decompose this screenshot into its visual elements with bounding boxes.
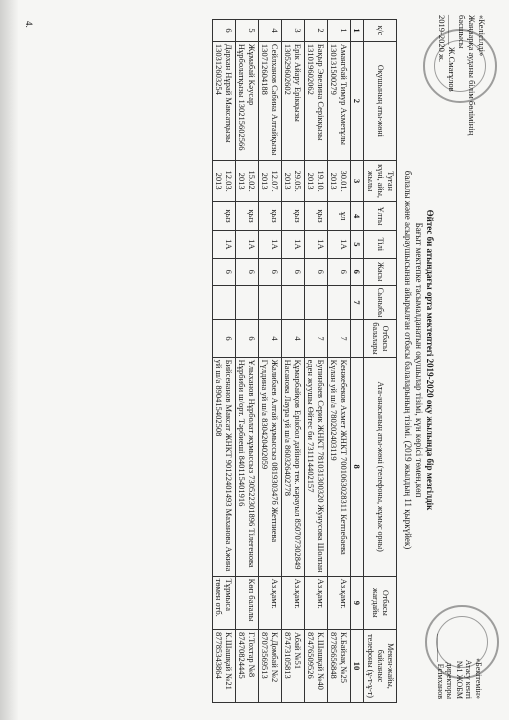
gender: қыз — [213, 202, 236, 231]
class — [259, 285, 282, 320]
parents-info: Кенжебеков Ахмет ЖНКТ 7001063028311 Кетпебаева Күлан уй ш/а 780202403119 — [328, 357, 351, 576]
family-status: Көп балалы — [236, 576, 259, 629]
family-status: Тұрмыса төмен отб. — [213, 576, 236, 629]
birth-date: 19.10. 2013 — [305, 160, 328, 201]
scan-edge — [0, 0, 18, 720]
parents-info: Жалибаев Алтай жұмыссыз 081930347б Жетпиева Гүлдина уй ш/а 830420402059 — [259, 357, 282, 576]
col-header: қ/с — [364, 20, 397, 42]
title-line: балалы және асыраушысынан айырылған отбасы балаларының тізімі. (2019 жылдың 11 қыркүйек) — [403, 170, 413, 550]
column-number: 4 — [351, 202, 364, 231]
header-right-line: _______ Есімханов — [436, 633, 445, 699]
document-title — [402, 125, 435, 595]
column-number: 10 — [351, 630, 364, 703]
student-name: Ерік Айару Ерікқызы 130529602602 — [282, 41, 305, 160]
row-number: 3 — [282, 20, 305, 42]
column-number-row — [351, 20, 364, 703]
table-row — [282, 20, 305, 703]
grade: 1А — [213, 230, 236, 258]
col-header: Тілі — [364, 230, 397, 258]
birth-date: 15.02. 2013 — [236, 160, 259, 201]
footer-mark: 4. — [24, 21, 34, 28]
header-left-line: _______ Ж.Смағұлов — [447, 15, 457, 92]
family-children: 7 — [305, 320, 328, 357]
family-children: 6 — [213, 320, 236, 357]
row-number: 1 — [328, 20, 351, 42]
birth-date: 12.07. 2013 — [259, 160, 282, 201]
column-number: 2 — [351, 41, 364, 160]
table-row — [236, 20, 259, 703]
col-header: Жасы — [364, 258, 397, 285]
grade: 1А — [236, 230, 259, 258]
col-header: Сыныбы — [364, 285, 397, 320]
family-status: Аз.қамт. — [282, 576, 305, 629]
approval-header-right — [436, 499, 484, 699]
column-number: 8 — [351, 357, 364, 576]
col-header: Туған күні, айы, жылы — [364, 160, 397, 201]
column-number: 9 — [351, 576, 364, 629]
row-number: 2 — [305, 20, 328, 42]
family-children: 7 — [328, 320, 351, 357]
rotated-document — [19, 15, 489, 705]
gender: қыз — [259, 202, 282, 231]
family-status: Аз.қамт. — [305, 576, 328, 629]
col-header: Отбасы жағдайы — [364, 576, 397, 629]
age: 6 — [259, 258, 282, 285]
student-name: Амангбай Тимур Ахметұлы 130131500279 — [328, 41, 351, 160]
table-row — [305, 20, 328, 703]
age: 6 — [305, 258, 328, 285]
gender: ұл — [328, 202, 351, 231]
student-name: Дархан Нұрай Максатқызы 130312603254 — [213, 41, 236, 160]
class — [282, 285, 305, 320]
age: 6 — [213, 258, 236, 285]
col-header: Мекен-жайы, байланыс телефоны (ұ-т-ұ-т) — [364, 630, 397, 703]
address: Абай №51 87473105813 — [282, 630, 305, 703]
birth-date: 30.01. 2013 — [328, 160, 351, 201]
parents-info: Ұлыханов Нұрболат жұмыссыз 730522301896 Тілеғенова Нұрбиби ш/орт. Тәрбиеші 840115401916 — [236, 357, 259, 576]
class — [305, 285, 328, 320]
parents-info: Бийсенанов Максат ЖНКТ 90122401493 Маханова Ажина уй ш/а 890415402508 — [213, 357, 236, 576]
header-right-line: директоры — [445, 662, 455, 699]
grade: 1А — [328, 230, 351, 258]
address: К.Шашқай №21 87785343864 — [213, 630, 236, 703]
row-number: 4 — [259, 20, 282, 42]
student-name: Жұмабай Кәусар Нұрболатқызы 130215602566 — [236, 41, 259, 160]
column-number: 3 — [351, 160, 364, 201]
birth-date: 29.05. 2013 — [282, 160, 305, 201]
header-left-line: 2019-2020 ж. — [437, 15, 447, 62]
family-children: 4 — [282, 320, 305, 357]
header-left-line: басшысы — [457, 15, 467, 49]
address: К.Шашқай №40 87476509526 — [305, 630, 328, 703]
address: К.Домбай №2 87073569513 — [259, 630, 282, 703]
parents-info: Құмарбайқов Ерікбол дайінор тек. кәрауыл 850707302849 Насанова Лаура уй ш/а 860326402778 — [282, 357, 305, 576]
column-number — [351, 320, 364, 357]
title-line: Өйтес би атындағы орта мектептегі 2019-2020 оқу жылында бір мезгілдік — [425, 209, 435, 511]
students-table — [212, 19, 397, 703]
table-row — [328, 20, 351, 703]
age: 6 — [282, 258, 305, 285]
header-right-line: «Бекітемін» — [474, 658, 483, 699]
header-right-line: №1 ЖОБМ — [455, 660, 464, 699]
grade: 1А — [259, 230, 282, 258]
col-header: Оқушының аты-жөні — [364, 41, 397, 160]
address: Г.Тохтар №8 87470824445 — [236, 630, 259, 703]
age: 6 — [328, 258, 351, 285]
header-left-line: «Келісілді» — [477, 15, 487, 57]
col-header: Отбасы балалары — [364, 320, 397, 357]
address: К.Байзақ №25 87785656848 — [328, 630, 351, 703]
birth-date: 12.03. 2013 — [213, 160, 236, 201]
gender: қыз — [236, 202, 259, 231]
col-header: Ұлты — [364, 202, 397, 231]
approval-header-left — [437, 15, 487, 255]
class — [328, 285, 351, 320]
row-number: 5 — [236, 20, 259, 42]
column-number: 6 — [351, 258, 364, 285]
table-row — [213, 20, 236, 703]
grade: 1А — [305, 230, 328, 258]
column-number: 1 — [351, 20, 364, 42]
class — [213, 285, 236, 320]
header-left-line: Жаңаарқа ауданы білім бөлімінің — [467, 15, 477, 136]
age: 6 — [236, 258, 259, 285]
row-number: 6 — [213, 20, 236, 42]
header-right-line: Атасу кенті — [464, 659, 474, 699]
family-children: 6 — [236, 320, 259, 357]
student-name: Бақыр Эвелина Серікқызы 131019602062 — [305, 41, 328, 160]
column-number: 5 — [351, 230, 364, 258]
family-children: 4 — [259, 320, 282, 357]
column-number: 7 — [351, 285, 364, 320]
family-status: Аз.қамт. — [259, 576, 282, 629]
gender: қыз — [305, 202, 328, 231]
parents-info: Бупинбаев Серик ЖНКТ 781031300320 Жунусова Шолпан еден жуушы Өйтес би 731114402157 — [305, 357, 328, 576]
student-name: Сейлханов Сабина Алтайқызы 130712604188 — [259, 41, 282, 160]
table-row — [259, 20, 282, 703]
table-header-row — [364, 20, 397, 703]
grade: 1А — [282, 230, 305, 258]
title-line: Бағыт мектепке тасымалданатын оқушылар тізімі, күн көрісі төмен,көп — [414, 222, 424, 498]
col-header: Ата-анасының аты-жөні (телефоны, жұмыс орны) — [364, 357, 397, 576]
class — [236, 285, 259, 320]
gender: қыз — [282, 202, 305, 231]
family-status: Аз.қамт. — [328, 576, 351, 629]
